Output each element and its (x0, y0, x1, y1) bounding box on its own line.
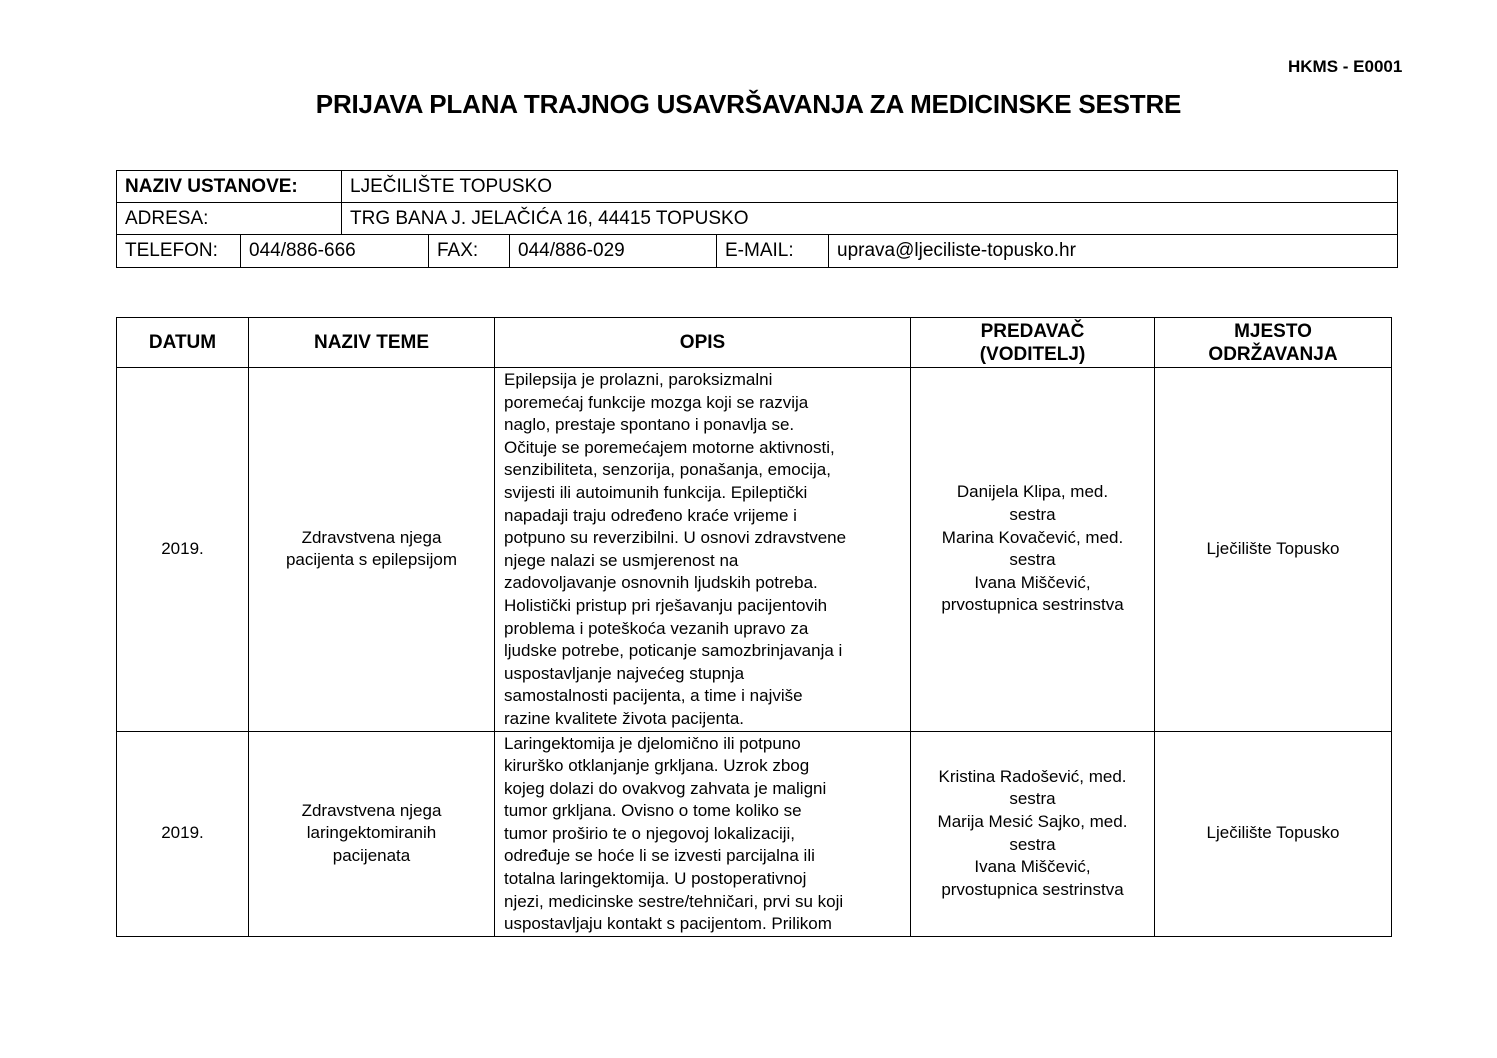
header-datum: DATUM (117, 318, 249, 368)
datum-cell: 2019. (117, 368, 249, 732)
table-row (117, 368, 1392, 732)
header-predavac: PREDAVAČ (VODITELJ) (911, 318, 1155, 368)
email-value: uprava@ljeciliste-topusko.hr (837, 240, 1076, 261)
institution-name-label: NAZIV USTANOVE: (117, 171, 342, 202)
opis-cell: Laringektomija je djelomično ili potpuno kirurško otklanjanje grkljana. Uzrok zbog kojeg dolazi do ovakvog zahvata je maligni tumor grkljana. Ovisno o tome koliko se tumor proširio te o njegovoj lokalizaciji, određuje se hoće li se izvesti parcijalna ili totalna laringektomija. U postoperativnoj njezi, medicinske sestre/tehničari, prvi su koji uspostavljaju kontakt s pacijentom. Prilikom (495, 731, 911, 936)
institution-contact-row (117, 235, 1397, 267)
institution-name-value: LJEČILIŠTE TOPUSKO (350, 175, 553, 197)
naziv-teme-cell: Zdravstvena njega laringektomiranih pacijenata (249, 731, 495, 936)
phone-label: TELEFON: (117, 235, 241, 267)
form-code: HKMS - E0001 (1288, 57, 1403, 76)
naziv-teme-cell: Zdravstvena njega pacijenta s epilepsijom (249, 368, 495, 732)
page-title: PRIJAVA PLANA TRAJNOG USAVRŠAVANJA ZA MEDICINSKE SESTRE (315, 89, 1182, 119)
header-mjesto: MJESTO ODRŽAVANJA (1155, 318, 1392, 368)
header-opis: OPIS (495, 318, 911, 368)
opis-cell: Epilepsija je prolazni, paroksizmalni poremećaj funkcije mozga koji se razvija naglo, prestaje spontano i ponavlja se. Očituje se poremećajem motorne aktivnosti, senzibiliteta, senzorija, ponašanja, emocija, svijesti ili autoimunih funkcija. Epileptički napadaji traju određeno kraće vrijeme i potpuno su reverzibilni. U osnovi zdravstvene njege nalazi se usmjerenost na zadovoljavanje osnovnih ljudskih potreba. Holistički pristup pri rješavanju pacijentovih problema i poteškoća vezanih upravo za ljudske potrebe, poticanje samozbrinjavanja i uspostavljanje najvećeg stupnja samostalnosti pacijenta, a time i najviše razine kvalitete života pacijenta. (495, 368, 911, 732)
institution-info-table (116, 170, 1398, 268)
institution-address-row (117, 203, 1397, 235)
predavac-cell: Kristina Radošević, med. sestra Marija Mesić Sajko, med. sestra Ivana Miščević, prvostupnica sestrinstva (911, 731, 1155, 936)
header-naziv-teme: NAZIV TEME (249, 318, 495, 368)
mjesto-cell: Lječilište Topusko (1155, 731, 1392, 936)
training-plan-table (116, 317, 1392, 937)
predavac-cell: Danijela Klipa, med. sestra Marina Kovačević, med. sestra Ivana Miščević, prvostupnica sestrinstva (911, 368, 1155, 732)
institution-name-row (117, 171, 1397, 203)
phone-value: 044/886-666 (241, 235, 429, 267)
table-header-row (117, 318, 1392, 368)
address-value: TRG BANA J. JELAČIĆA 16, 44415 TOPUSKO (350, 207, 749, 229)
fax-label: FAX: (429, 235, 510, 267)
mjesto-cell: Lječilište Topusko (1155, 368, 1392, 732)
table-row (117, 731, 1392, 936)
address-label: ADRESA: (117, 203, 342, 234)
fax-value: 044/886-029 (510, 235, 717, 267)
datum-cell: 2019. (117, 731, 249, 936)
email-label: E-MAIL: (717, 235, 829, 267)
